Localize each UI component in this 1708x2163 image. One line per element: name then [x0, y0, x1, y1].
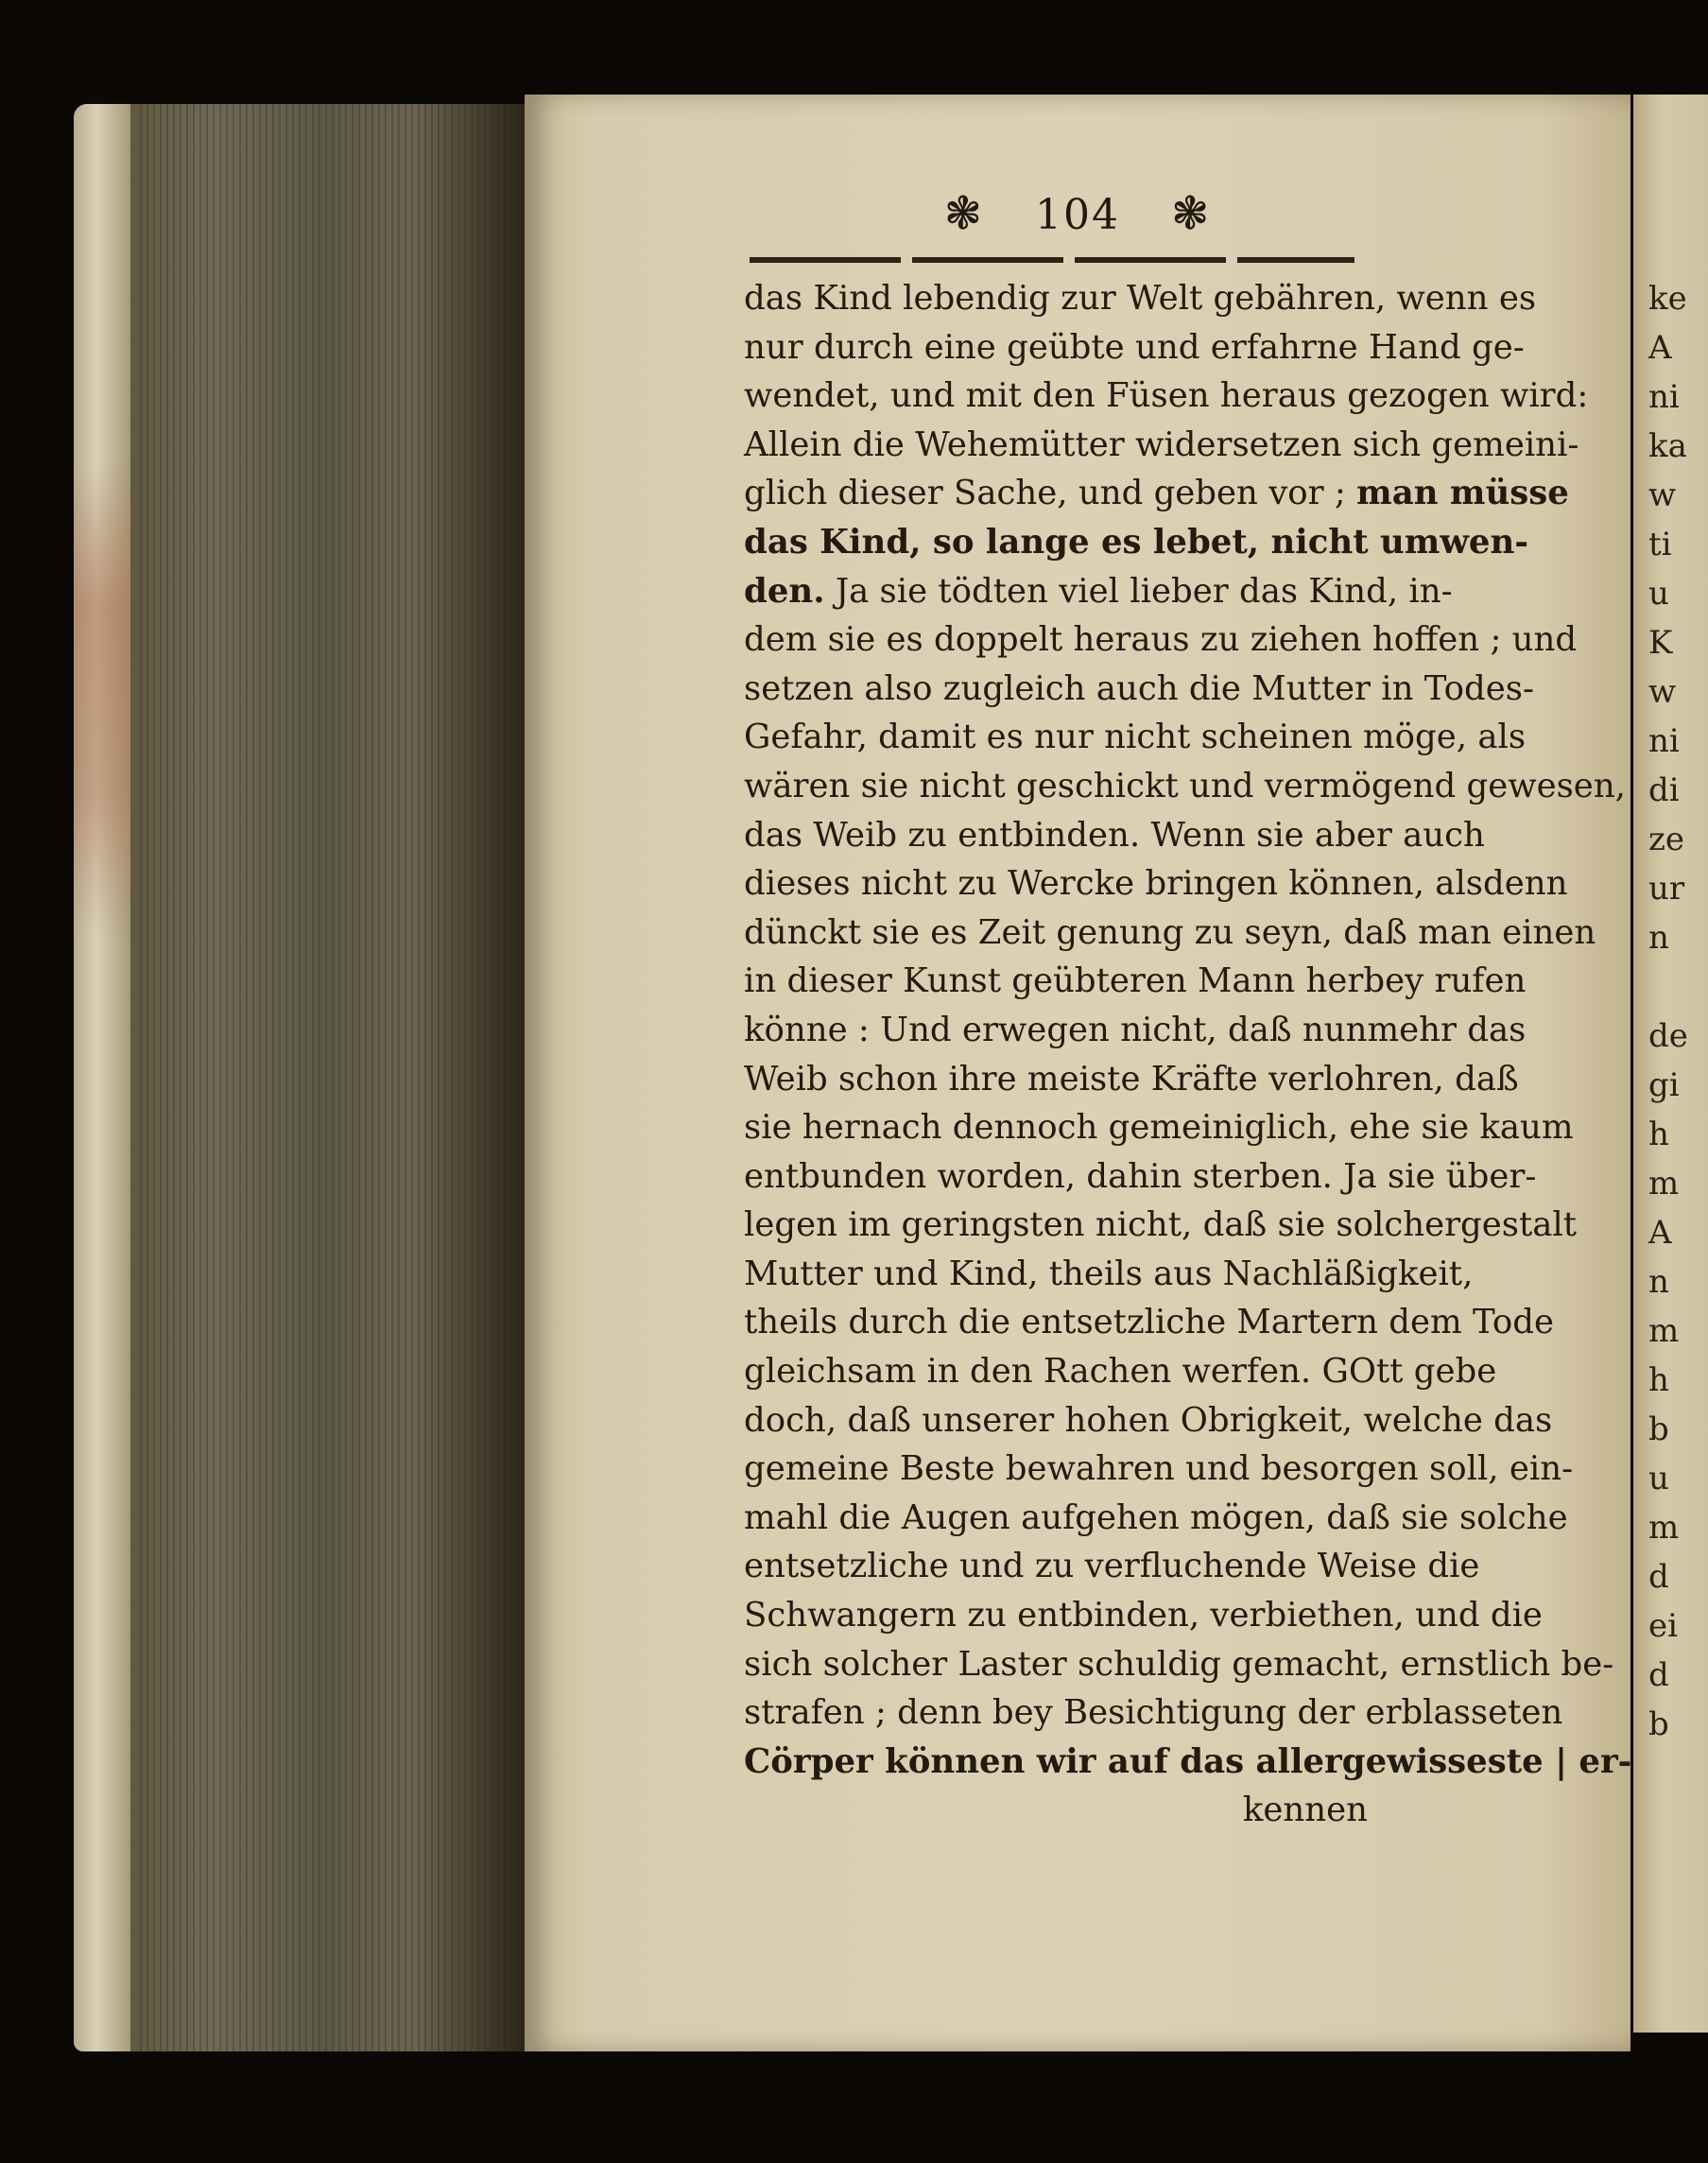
facing-page-fragment: h — [1648, 1116, 1669, 1153]
text-line: dem sie es doppelt heraus zu ziehen hoffen ; und — [744, 620, 1578, 660]
text-line: Schwangern zu entbinden, verbiethen, und die — [744, 1596, 1543, 1635]
text-line: gleichsam in den Rachen werfen. GOtt gebe — [744, 1352, 1497, 1392]
facing-page-fragment: ei — [1648, 1607, 1678, 1645]
ornament-right-icon: ❃ — [1170, 187, 1212, 240]
facing-page-fragment: m — [1648, 1312, 1680, 1350]
facing-page-fragment: ti — [1648, 526, 1672, 563]
page-block-lines — [140, 104, 518, 2051]
ornament-left-icon: ❃ — [943, 187, 984, 240]
text-line: strafen ; denn bey Besichtigung der erblasseten — [744, 1693, 1563, 1733]
facing-page-fragment: b — [1648, 1705, 1669, 1743]
facing-page-fragment: n — [1648, 1263, 1669, 1301]
facing-page-fragment: b — [1648, 1410, 1669, 1448]
text-line: sie hernach dennoch gemeiniglich, ehe sie kaum — [744, 1108, 1574, 1148]
text-span: glich dieser Sache, und geben vor ; — [744, 474, 1346, 513]
catchword: kennen — [1242, 1791, 1368, 1830]
emphasis-text: man müsse — [1356, 474, 1569, 513]
text-line: Allein die Wehemütter widersetzen sich gemeini- — [744, 424, 1579, 464]
facing-page-fragment: di — [1648, 771, 1680, 809]
facing-page-fragment: ur — [1648, 870, 1685, 908]
text-line: könne : Und erwegen nicht, daß nunmehr das — [744, 1010, 1527, 1049]
facing-page-fragment: m — [1648, 1165, 1680, 1203]
text-line — [744, 469, 1569, 518]
page-body — [744, 274, 1632, 1835]
text-line: Gefahr, damit es nur nicht scheinen möge, als — [744, 718, 1527, 757]
text-line: entbunden worden, dahin sterben. Ja sie über- — [744, 1156, 1537, 1196]
facing-page-fragment: d — [1648, 1558, 1669, 1596]
facing-page-fragment: h — [1648, 1361, 1669, 1399]
facing-page-fragment: gi — [1648, 1066, 1680, 1104]
text-line: dieses nicht zu Wercke bringen können, alsdenn — [744, 864, 1568, 904]
facing-page-fragment: ni — [1648, 722, 1680, 760]
text-line: entsetzliche und zu verfluchende Weise die — [744, 1547, 1480, 1586]
text-line: wären sie nicht geschickt und vermögend gewesen, — [744, 766, 1626, 805]
facing-page — [1633, 95, 1708, 2033]
facing-page-fragment: u — [1648, 575, 1669, 613]
text-line: Mutter und Kind, theils aus Nachläßigkeit, — [744, 1254, 1474, 1293]
facing-page-fragment — [1648, 962, 1708, 1012]
text-line: sich solcher Laster schuldig gemacht, ernstlich be- — [744, 1644, 1614, 1684]
book-page — [525, 95, 1630, 2051]
text-line: in dieser Kunst geübteren Mann herbey rufen — [744, 961, 1527, 1001]
text-line: dünckt sie es Zeit genung zu seyn, daß man einen — [744, 912, 1596, 952]
text-line: gemeine Beste bewahren und besorgen soll, ein- — [744, 1449, 1574, 1489]
cover-stain — [74, 463, 130, 936]
facing-page-fragment: u — [1648, 1460, 1669, 1497]
facing-page-fragment: w — [1648, 673, 1677, 711]
facing-page-fragment: w — [1648, 476, 1677, 514]
header-rule — [750, 257, 1354, 263]
facing-page-fragment: de — [1648, 1017, 1688, 1055]
facing-page-fragment: ka — [1648, 427, 1687, 465]
text-line: das Kind lebendig zur Welt gebähren, wenn es — [744, 279, 1537, 318]
facing-page-fragment: n — [1648, 919, 1669, 957]
text-line: wendet, und mit den Füsen heraus gezogen wird: — [744, 376, 1589, 416]
text-line: doch, daß unserer hohen Obrigkeit, welche das — [744, 1400, 1553, 1440]
facing-page-fragment: A — [1648, 329, 1672, 367]
facing-page-fragment: ze — [1648, 821, 1685, 858]
text-line: setzen also zugleich auch die Mutter in Todes- — [744, 668, 1534, 708]
book-cover-edge — [74, 104, 130, 2051]
text-line: Weib schon ihre meiste Kräfte verlohren, daß — [744, 1059, 1519, 1099]
text-line — [744, 567, 1453, 616]
facing-page-fragment: d — [1648, 1656, 1669, 1694]
facing-page-fragment: K — [1648, 624, 1673, 662]
text-line: das Kind, so lange es lebet, nicht umwen- — [744, 522, 1529, 562]
facing-page-text — [1633, 95, 1708, 1749]
facing-page-fragment: ke — [1648, 280, 1687, 318]
facing-page-fragment: ni — [1648, 378, 1680, 416]
text-line: mahl die Augen aufgehen mögen, daß sie solche — [744, 1497, 1568, 1537]
emphasis-text: den. — [744, 571, 825, 611]
page-number: 104 — [1035, 191, 1120, 239]
text-line: nur durch eine geübte und erfahrne Hand ge- — [744, 327, 1525, 367]
text-line: legen im geringsten nicht, daß sie solchergestalt — [744, 1205, 1578, 1245]
book-page-edges — [74, 104, 527, 2051]
facing-page-fragment: m — [1648, 1509, 1680, 1547]
text-line: das Weib zu entbinden. Wenn sie aber auch — [744, 815, 1485, 855]
text-span: Ja sie tödten viel lieber das Kind, in- — [835, 571, 1453, 611]
text-line: theils durch die entsetzliche Martern dem Tode — [744, 1303, 1554, 1342]
facing-page-fragment: A — [1648, 1214, 1672, 1252]
text-line: Cörper können wir auf das allergewisseste | er- — [744, 1741, 1632, 1781]
page-header — [525, 187, 1630, 240]
